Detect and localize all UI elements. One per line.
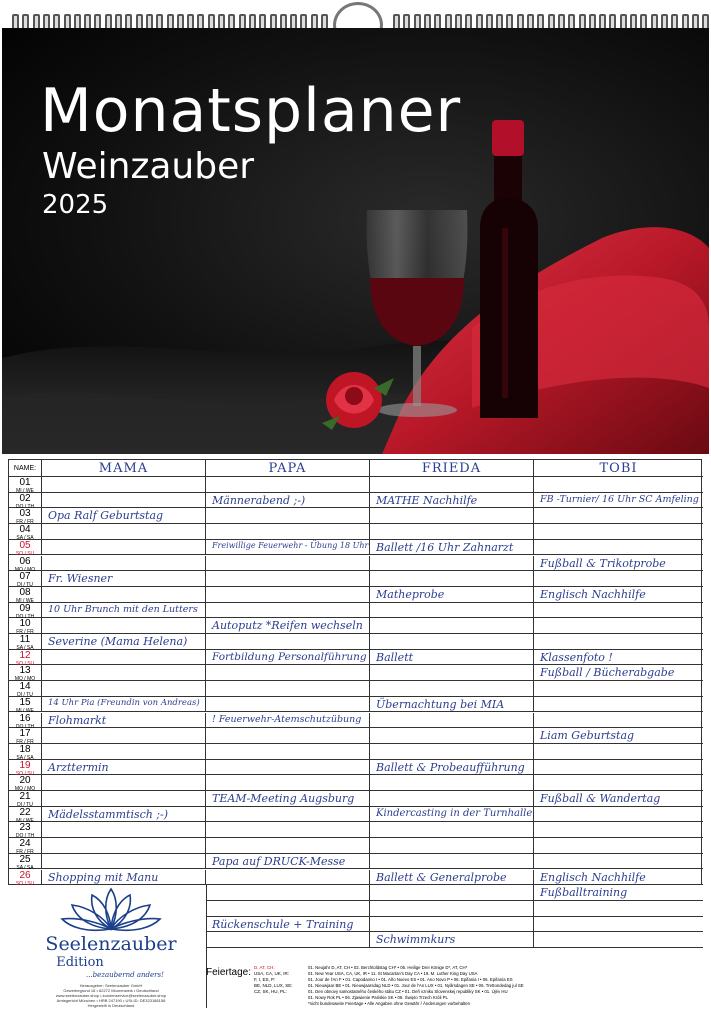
planner-cell[interactable]: [42, 791, 206, 807]
calendar-entry[interactable]: Klassenfoto !: [540, 650, 613, 664]
weekday-label: DO / TH: [15, 613, 35, 620]
planner-cell[interactable]: [534, 603, 703, 619]
day-cell: [9, 508, 42, 524]
day-cell: [9, 728, 42, 744]
calendar-entry[interactable]: Flohmarkt: [48, 713, 107, 727]
calendar-entry[interactable]: Mädelsstammtisch ;-): [48, 807, 169, 821]
planner-cell[interactable]: [370, 728, 534, 744]
day-cell: [9, 713, 42, 729]
day-cell: [9, 477, 42, 493]
planner-cell[interactable]: [42, 556, 206, 572]
planner-cell[interactable]: [206, 603, 370, 619]
planner-cell[interactable]: [42, 540, 206, 556]
planner-cell[interactable]: [370, 524, 534, 540]
day-cell: [9, 838, 42, 854]
holiday-line: 01. Neujahr D, AT, CH • 02. Berchtoldstag CH* • 06. Heilige Drei Könige D*, AT, CH*: [308, 965, 468, 970]
planner-cell[interactable]: [42, 477, 206, 493]
day-cell: [9, 650, 42, 666]
planner-cell[interactable]: [534, 854, 703, 870]
day-number: 05: [19, 539, 31, 551]
day-number: 18: [19, 743, 31, 755]
holiday-line: 01. Jour de l'An F • 01. Capodanno I • 01. Año Nuevo ES • 01. Ano Novo P • 06. Epifania I • 06. Epifanía ES: [308, 977, 513, 982]
calendar-entry[interactable]: 14 Uhr Pia (Freundin von Andreas): [48, 697, 200, 708]
column-header-papa: PAPA: [206, 460, 370, 477]
weekday-label: FR / FR: [16, 849, 34, 856]
day-cell: [9, 760, 42, 776]
calendar-entry[interactable]: Schwimmkurs: [376, 933, 456, 947]
holiday-line: 01. Nowy Rok PL • 06. Zjawienie Pańskie SK • 06. Święto Trzech Króli PL: [308, 995, 448, 1000]
weekday-label: DI / TU: [17, 582, 33, 589]
planner-cell[interactable]: [534, 744, 703, 760]
weekday-label: SA / SA: [16, 645, 34, 651]
planner-cell[interactable]: [534, 681, 703, 697]
day-number: 14: [19, 681, 31, 693]
day-cell: [9, 524, 42, 540]
calendar-entry[interactable]: Rückenschule + Training: [212, 917, 354, 931]
calendar-entry[interactable]: Fußball & Wandertag: [540, 792, 661, 805]
calendar-entry[interactable]: TEAM-Meeting Augsburg: [212, 792, 355, 805]
calendar-entry[interactable]: Ballett /16 Uhr Zahnarzt: [376, 540, 514, 554]
holiday-line: 01. Den obnovy samostatného českého státu CZ • 01. Deň vzniku Slovenskej republiky SK • 01. Újév HU: [308, 989, 508, 994]
calendar-entry[interactable]: Männerabend ;-): [212, 493, 306, 507]
calendar-entry[interactable]: Fortbildung Personalführung: [212, 650, 367, 663]
calendar-entry[interactable]: Ballett: [376, 650, 414, 664]
day-number: 04: [19, 524, 31, 536]
calendar-entry[interactable]: Severine (Mama Helena): [48, 635, 188, 648]
planner-cell[interactable]: [534, 807, 703, 823]
calendar-entry[interactable]: Übernachtung bei MIA: [376, 697, 505, 711]
planner-cell[interactable]: [206, 870, 370, 886]
planner-cell[interactable]: [42, 681, 206, 697]
weekday-label: FR / FR: [16, 519, 34, 526]
day-number: 16: [19, 712, 31, 724]
weekday-label: SA / SA: [16, 535, 34, 542]
day-number: 24: [19, 838, 31, 850]
publisher-logo: [36, 885, 186, 1015]
planner-cell[interactable]: [206, 760, 370, 776]
imprint-line: Herausgeber: Seelenzauber GmbH: [79, 983, 143, 988]
planner-cell[interactable]: [42, 587, 206, 603]
planner-cell[interactable]: [370, 665, 534, 681]
planner-cell[interactable]: [370, 775, 534, 791]
planner-cell[interactable]: [534, 477, 703, 493]
page-year: 2025: [42, 190, 109, 220]
weekday-label: DI / TU: [17, 692, 33, 699]
page-subtitle: Weinzauber: [42, 146, 255, 187]
planner-cell[interactable]: [370, 791, 534, 807]
weekday-label: SO / SU: [15, 660, 35, 667]
day-number: 13: [19, 665, 31, 677]
planner-cell[interactable]: [534, 822, 703, 838]
day-number: 08: [19, 586, 31, 598]
day-cell: [9, 665, 42, 681]
holiday-code: USA, CA, UK, IR:: [254, 971, 290, 976]
holiday-line: 01. Nieuwjaar BE • 01. Nieuwjaarsdag NLD • 01. Jour de l'An LUX • 01. Nyårsdagen SE • 06. Trettondedag jul SE: [308, 983, 524, 988]
day-number: 02: [19, 492, 31, 504]
planner-cell[interactable]: [206, 634, 370, 650]
weekday-label: SO / SU: [15, 880, 35, 887]
brand-name: Seelenzauber: [45, 933, 177, 955]
planner-cell[interactable]: [534, 571, 703, 587]
day-number: 01: [19, 477, 31, 488]
day-cell: [9, 634, 42, 650]
day-cell: [9, 791, 42, 807]
weekday-label: SA / SA: [16, 864, 34, 871]
day-number: 23: [19, 822, 31, 834]
day-number: 20: [19, 775, 31, 787]
imprint: [36, 983, 186, 1008]
day-cell: [9, 697, 42, 713]
calendar-entry[interactable]: Fr. Wiesner: [48, 572, 113, 586]
calendar-entry[interactable]: Liam Geburtstag: [540, 729, 635, 743]
planner-cell[interactable]: [370, 822, 534, 838]
calendar-entry[interactable]: Fußball / Bücherabgabe: [540, 666, 675, 680]
planner-cell[interactable]: [42, 775, 206, 791]
planner-cell[interactable]: [370, 854, 534, 870]
planner-cell[interactable]: [370, 603, 534, 619]
day-cell: [9, 618, 42, 634]
planner-cell[interactable]: [206, 807, 370, 823]
planner-cell[interactable]: [42, 618, 206, 634]
weekday-label: SO / SU: [15, 770, 35, 777]
weekday-label: FR / FR: [16, 629, 34, 636]
weekday-label: MO / MO: [14, 786, 36, 793]
calendar-entry[interactable]: Englisch Nachhilfe: [540, 870, 646, 884]
weekday-label: DO / TH: [15, 833, 35, 840]
day-number: 12: [19, 649, 31, 661]
calendar-entry[interactable]: Ballett & Generalprobe: [376, 870, 507, 884]
planner-cell[interactable]: [206, 477, 370, 493]
calendar-entry[interactable]: Englisch Nachhilfe: [540, 587, 646, 601]
calendar-entry[interactable]: ! Feuerwehr-Atemschutzübung: [212, 713, 362, 725]
planner-cell[interactable]: [206, 556, 370, 572]
weekday-label: MO / MO: [14, 676, 36, 683]
planner-cell[interactable]: [370, 618, 534, 634]
planner-cell[interactable]: [206, 822, 370, 838]
planner-cell[interactable]: [42, 744, 206, 760]
calendar-entry[interactable]: Fußballtraining: [540, 886, 628, 900]
holiday-line: *nicht bundesweite Feiertage • Alle Angaben ohne Gewähr / Änderungen vorbehalten: [308, 1001, 471, 1006]
day-number: 26: [19, 869, 31, 881]
brand-edition: Edition: [56, 955, 104, 970]
planner-cell[interactable]: [534, 775, 703, 791]
day-number: 19: [19, 759, 31, 771]
day-cell: [9, 587, 42, 603]
day-cell: [9, 493, 42, 509]
weekday-label: SO / SU: [15, 550, 35, 557]
planner-cell[interactable]: [370, 571, 534, 587]
planner-cell[interactable]: [534, 634, 703, 650]
planner-cell[interactable]: [206, 571, 370, 587]
planner-cell[interactable]: [534, 618, 703, 634]
planner-cell[interactable]: [370, 556, 534, 572]
planner-cell[interactable]: [42, 854, 206, 870]
day-number: 17: [19, 728, 31, 740]
planner-cell[interactable]: [534, 760, 703, 776]
calendar-entry[interactable]: MATHE Nachhilfe: [376, 493, 478, 507]
planner-cell[interactable]: [534, 508, 703, 524]
holiday-code: D, AT, CH:: [254, 965, 275, 970]
day-number: 09: [19, 602, 31, 614]
planner-cell[interactable]: [534, 838, 703, 854]
day-number: 07: [19, 571, 31, 583]
day-number: 25: [19, 853, 31, 865]
imprint-line: Amtsgericht München • HRB 247190 • USt-ID: DE323188158: [56, 998, 166, 1003]
holiday-code: F, I, ES, P:: [254, 977, 276, 982]
planner-cell[interactable]: [42, 822, 206, 838]
planner-cell[interactable]: [42, 838, 206, 854]
weekday-label: MI / WE: [16, 597, 34, 604]
planner-cell[interactable]: [370, 634, 534, 650]
imprint-line: www.seelenzauber.shop • kundenservice@seelenzauber.shop: [55, 993, 167, 998]
planner-cell[interactable]: [534, 540, 703, 556]
holiday-code: BE, NLD, LUX, SE:: [254, 983, 293, 988]
calendar-entry[interactable]: FB -Turnier/ 16 Uhr SC Amfeling: [540, 493, 699, 505]
planner-cell[interactable]: [206, 697, 370, 713]
calendar-entry[interactable]: Opa Ralf Geburtstag: [48, 509, 164, 523]
calendar-entry[interactable]: Autoputz *Reifen wechseln: [212, 619, 363, 633]
day-cell: [9, 854, 42, 870]
calendar-entry[interactable]: Shopping mit Manu: [48, 870, 159, 884]
day-number: 06: [19, 555, 31, 567]
weekday-label: MI / WE: [16, 707, 34, 714]
calendar-entry[interactable]: Fußball & Trikotprobe: [540, 556, 666, 570]
planner-cell[interactable]: [206, 775, 370, 791]
planner-cell[interactable]: [370, 713, 534, 729]
weekday-label: SA / SA: [16, 754, 34, 761]
planner-cell[interactable]: [206, 838, 370, 854]
planner-cell[interactable]: [534, 697, 703, 713]
planner-cell[interactable]: [206, 728, 370, 744]
day-cell: [9, 571, 42, 587]
weekday-label: DO / TH: [15, 503, 35, 510]
day-cell: [9, 681, 42, 697]
calendar-entry[interactable]: Arzttermin: [48, 760, 109, 774]
day-number: 03: [19, 508, 31, 520]
day-cell: [9, 822, 42, 838]
holiday-list: [308, 965, 698, 1007]
calendar-entry[interactable]: Kindercasting in der Turnhalle: [376, 807, 533, 819]
day-cell: [9, 556, 42, 572]
holiday-country-codes: [254, 965, 304, 995]
day-cell: [9, 775, 42, 791]
column-header-mama: MAMA: [42, 460, 206, 477]
planner-cell[interactable]: [206, 681, 370, 697]
weekday-label: FR / FR: [16, 739, 34, 746]
planner-cell[interactable]: [206, 665, 370, 681]
weekday-label: MI / WE: [16, 817, 34, 824]
planner-cell[interactable]: [370, 681, 534, 697]
lotus-icon: [36, 885, 186, 935]
weekday-label: DO / TH: [15, 723, 35, 730]
planner-cell[interactable]: [370, 744, 534, 760]
header-photo: [2, 28, 709, 454]
holiday-code: CZ, SK, HU, PL:: [254, 989, 287, 994]
planner-cell[interactable]: [534, 524, 703, 540]
planner-cell[interactable]: [206, 524, 370, 540]
planner-cell[interactable]: [370, 508, 534, 524]
weekday-label: MO / MO: [14, 566, 36, 573]
footer: [8, 885, 702, 1015]
imprint-line: Gewerbegrund 18 • 82272 Moorenweis • Deutschland: [63, 988, 159, 993]
brand-tagline: ...bezaubernd anders!: [86, 971, 164, 979]
imprint-line: Hergestellt in Deutschland: [87, 1003, 135, 1008]
column-header-frieda: FRIEDA: [370, 460, 534, 477]
calendar-entry[interactable]: Freiwillige Feuerwehr - Übung 18 Uhr: [212, 540, 369, 550]
day-cell: [9, 603, 42, 619]
planner-cell[interactable]: [370, 477, 534, 493]
weekday-label: DI / TU: [17, 802, 33, 808]
calendar-entry[interactable]: Papa auf DRUCK-Messe: [212, 854, 346, 868]
planner-cell[interactable]: [370, 838, 534, 854]
planner-cell[interactable]: [42, 728, 206, 744]
planner-cell[interactable]: [206, 587, 370, 603]
calendar-entry[interactable]: Matheprobe: [376, 587, 445, 601]
planner-cell[interactable]: [206, 744, 370, 760]
day-number: 11: [19, 634, 31, 645]
page-title: Monatsplaner: [40, 76, 462, 146]
calendar-entry[interactable]: Ballett & Probeaufführung: [376, 760, 525, 774]
holidays-label: Feiertage:: [206, 967, 252, 978]
day-cell: [9, 807, 42, 823]
column-header-tobi: TOBI: [534, 460, 703, 477]
day-number: 15: [19, 696, 31, 708]
day-number: 22: [19, 806, 31, 818]
day-number: 10: [19, 618, 31, 630]
planner-cell[interactable]: [42, 493, 206, 509]
planner-cell[interactable]: [42, 650, 206, 666]
weekday-label: MI / WE: [16, 488, 34, 494]
name-header: NAME:: [9, 460, 42, 477]
holiday-line: 01. New Year USA, CA, UK, IR • 11. St Macartan's Day CA • 19. M. Luther King Day USA: [308, 971, 478, 976]
day-cell: [9, 870, 42, 886]
day-cell: [9, 744, 42, 760]
planner-cell[interactable]: [206, 508, 370, 524]
day-number: 21: [19, 791, 31, 802]
planner-cell[interactable]: [42, 665, 206, 681]
planner-cell[interactable]: [534, 713, 703, 729]
calendar-entry[interactable]: 10 Uhr Brunch mit den Lutters: [48, 603, 198, 615]
day-cell: [9, 540, 42, 556]
planner-cell[interactable]: [42, 524, 206, 540]
